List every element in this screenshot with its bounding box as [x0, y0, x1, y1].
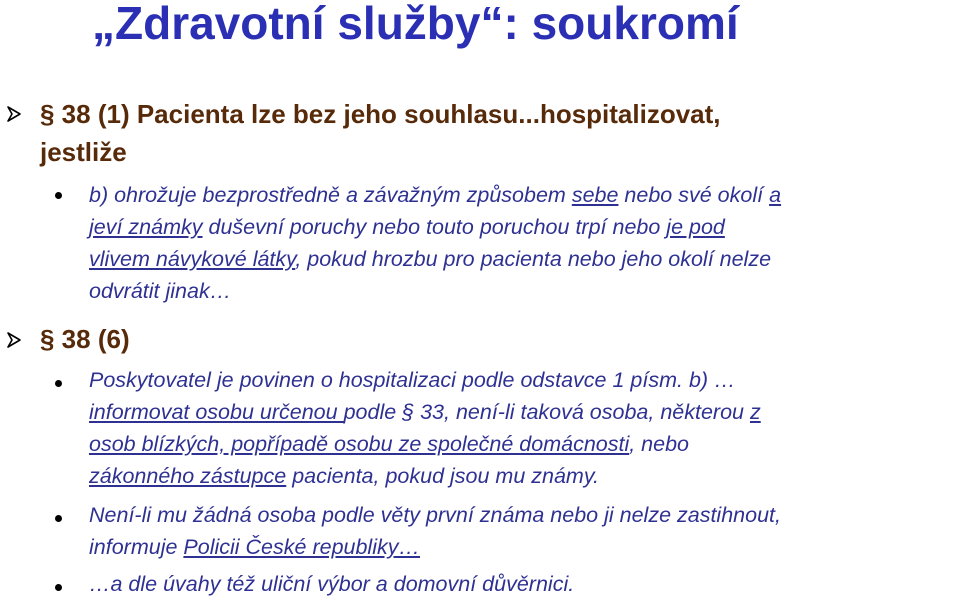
list-item [89, 568, 959, 600]
heading-line: § 38 (6) [40, 324, 130, 354]
text-run: sebe [571, 183, 619, 207]
text-run: …a dle úvahy též uliční výbor a domovní důvěrnici. [89, 572, 575, 596]
heading-line: § 38 (1) Pacienta lze bez jeho souhlasu...hospitalizovat, [40, 99, 721, 129]
heading-line: jestliže [40, 137, 127, 167]
text-run: nebo své okolí [618, 183, 770, 207]
text-run: pacienta, pokud jsou mu známy. [286, 464, 599, 488]
text-run: odvrátit jinak… [89, 279, 232, 303]
arrow-bullet-icon [4, 104, 24, 124]
section-heading-38-1 [40, 95, 721, 171]
list-item [89, 499, 959, 563]
text-run: je pod [666, 215, 725, 239]
text-run: , nebo [629, 432, 690, 456]
text-run: podle § 33, není-li taková osoba, některou [343, 400, 750, 424]
list-item [89, 364, 959, 492]
text-run: osob blízkých, popřípadě osobu ze společné domácnosti [89, 432, 630, 456]
list-item [89, 179, 959, 307]
arrow-bullet-icon [4, 330, 24, 350]
text-run: z [749, 400, 761, 424]
text-run: informovat osobu určenou [89, 400, 344, 424]
dot-bullet-icon [55, 515, 62, 522]
dot-bullet-icon [55, 380, 62, 387]
text-run: b) ohrožuje bezprostředně a závažným způsobem [89, 183, 572, 207]
text-run: duševní poruchy nebo touto poruchou trpí nebo [202, 215, 667, 239]
dot-bullet-icon [55, 584, 62, 591]
text-run: a [769, 183, 782, 207]
text-run: zákonného zástupce [89, 464, 287, 488]
text-run: Poskytovatel je povinen o hospitalizaci podle odstavce 1 písm. b) … [89, 368, 736, 392]
dot-bullet-icon [55, 192, 62, 199]
text-run: vlivem návykové látky [89, 247, 296, 271]
text-run: informuje [89, 535, 184, 559]
text-run: Není-li mu žádná osoba podle věty první známa nebo ji nelze zastihnout, [89, 503, 781, 527]
slide-title: „Zdravotní služby“: soukromí [92, 0, 739, 49]
section-heading-38-6 [40, 320, 130, 358]
text-run: Policii České republiky… [183, 535, 420, 559]
text-run: , pokud hrozbu pro pacienta nebo jeho okolí nelze [295, 247, 772, 271]
text-run: jeví známky [89, 215, 203, 239]
